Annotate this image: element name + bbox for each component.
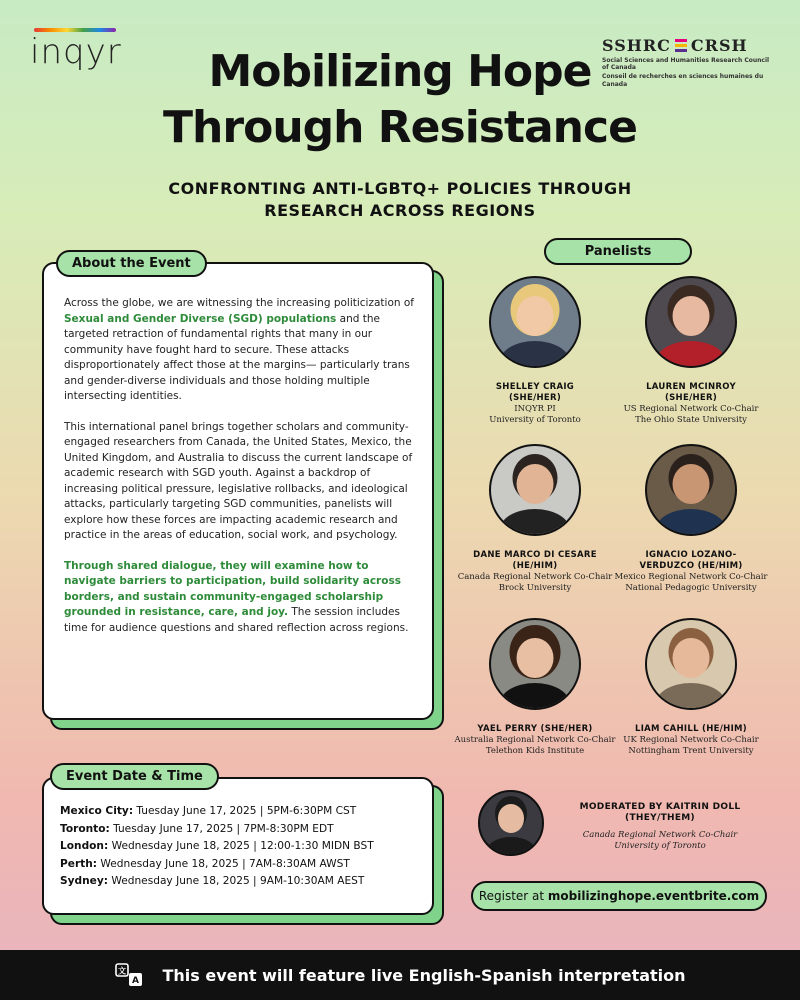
datetime-list [60, 803, 430, 891]
about-paragraph-2: This international panel brings together scholars and community-engaged researchers from Canada, the United States, Mexico, the United Kingdom, and Australia to discuss the current landscape of academic research with SGD youth. Against a backdrop of increasing political pressure, legislative rollbacks, and ideological attacks, particularly targeting SGD communities, panelists will explore how these forces are impacting academic research and practice in the areas of education, social work, and psychology. [64, 420, 413, 541]
inqyr-logo: inqyr [30, 32, 122, 72]
about-paragraph-3: Through shared dialogue, they will examine how to navigate barriers to participation, build solidarity across borders, and sustain community-engaged scholarship grounded in resistance, care, and joy. The session includes time for audience questions and shared reflection across regions. [64, 559, 409, 634]
page-subtitle: CONFRONTING ANTI-LGBTQ+ POLICIES THROUGH RESEARCH ACROSS REGIONS [168, 179, 632, 220]
panelists-tag: Panelists [544, 238, 692, 265]
panelist-liam-cahill [601, 618, 781, 757]
avatar [645, 618, 737, 710]
avatar [478, 790, 544, 856]
avatar [489, 444, 581, 536]
datetime-row: Mexico City: Tuesday June 17, 2025 | 5PM-6:30PM CST [60, 805, 357, 817]
panelist-dane-marco-di-cesare [445, 444, 625, 594]
rainbow-bar [34, 28, 116, 32]
panelist-name: DANE MARCO DI CESARE (HE/HIM) [473, 550, 597, 571]
panelist-name: IGNACIO LOZANO- VERDUZCO (HE/HIM) [639, 550, 743, 571]
moderator-role: Canada Regional Network Co-Chair University of Toronto [582, 830, 738, 851]
about-text [64, 296, 414, 651]
datetime-row: Perth: Wednesday June 18, 2025 | 7AM-8:30AM AWST [60, 857, 350, 870]
svg-text:A: A [132, 976, 140, 986]
datetime-tag: Event Date & Time [50, 763, 219, 790]
datetime-row: Toronto: Tuesday June 17, 2025 | 7PM-8:30PM EDT [60, 822, 334, 835]
panelist-role: Australia Regional Network Co-Chair Telethon Kids Institute [454, 735, 616, 756]
panelist-role: Canada Regional Network Co-Chair Brock University [457, 572, 613, 593]
svg-text:文: 文 [118, 966, 127, 976]
avatar [645, 276, 737, 368]
panelist-role: UK Regional Network Co-Chair Nottingham Trent University [623, 735, 759, 756]
panelist-ignacio-lozano-verduzco [601, 444, 781, 594]
panelist-yael-perry [445, 618, 625, 757]
panelist-name: LAUREN MCINROY (SHE/HER) [646, 382, 736, 403]
translate-icon [114, 960, 144, 990]
about-tag: About the Event [56, 250, 207, 277]
avatar [489, 618, 581, 710]
moderator-name: MODERATED BY KAITRIN DOLL (THEY/THEM) [579, 802, 741, 823]
panelist-name: SHELLEY CRAIG (SHE/HER) [495, 382, 575, 403]
panelist-name: LIAM CAHILL (HE/HIM) [635, 724, 747, 734]
panelist-role: INQYR PI University of Toronto [489, 404, 581, 425]
register-link[interactable]: Register at mobilizinghope.eventbrite.com [471, 881, 767, 911]
datetime-row: Sydney: Wednesday June 18, 2025 | 9AM-10:30AM AEST [60, 875, 365, 887]
panelist-role: US Regional Network Co-Chair The Ohio State University [623, 404, 759, 425]
panelist-name: YAEL PERRY (SHE/HER) [477, 724, 593, 734]
panelist-shelley-craig [445, 276, 625, 426]
panelist-role: Mexico Regional Network Co-Chair National Pedagogic University [614, 572, 768, 593]
sshrc-logo: SSHRC CRSH Social Sciences and Humanities Research Council of Canada Conseil de recherches en sciences humaines du Canada [602, 36, 770, 88]
datetime-row: London: Wednesday June 18, 2025 | 12:00-1:30 MIDN BST [60, 840, 374, 852]
avatar [489, 276, 581, 368]
avatar [645, 444, 737, 536]
panelist-lauren-mcinroy [601, 276, 781, 426]
footer-text: This event will feature live English-Spanish interpretation [162, 965, 686, 985]
about-paragraph-1: Across the globe, we are witnessing the increasing politicization of Sexual and Gender Diverse (SGD) populations and the targeted retraction of fundamental rights that many in our community have fought hard to secure. These attacks disproportionately affect those at the margins— particularly trans and gender-diverse individuals and those holding multiple intersecting identities. [64, 297, 414, 402]
footer-bar [0, 950, 800, 1000]
page-title: Mobilizing Hope Through Resistance [163, 46, 637, 153]
